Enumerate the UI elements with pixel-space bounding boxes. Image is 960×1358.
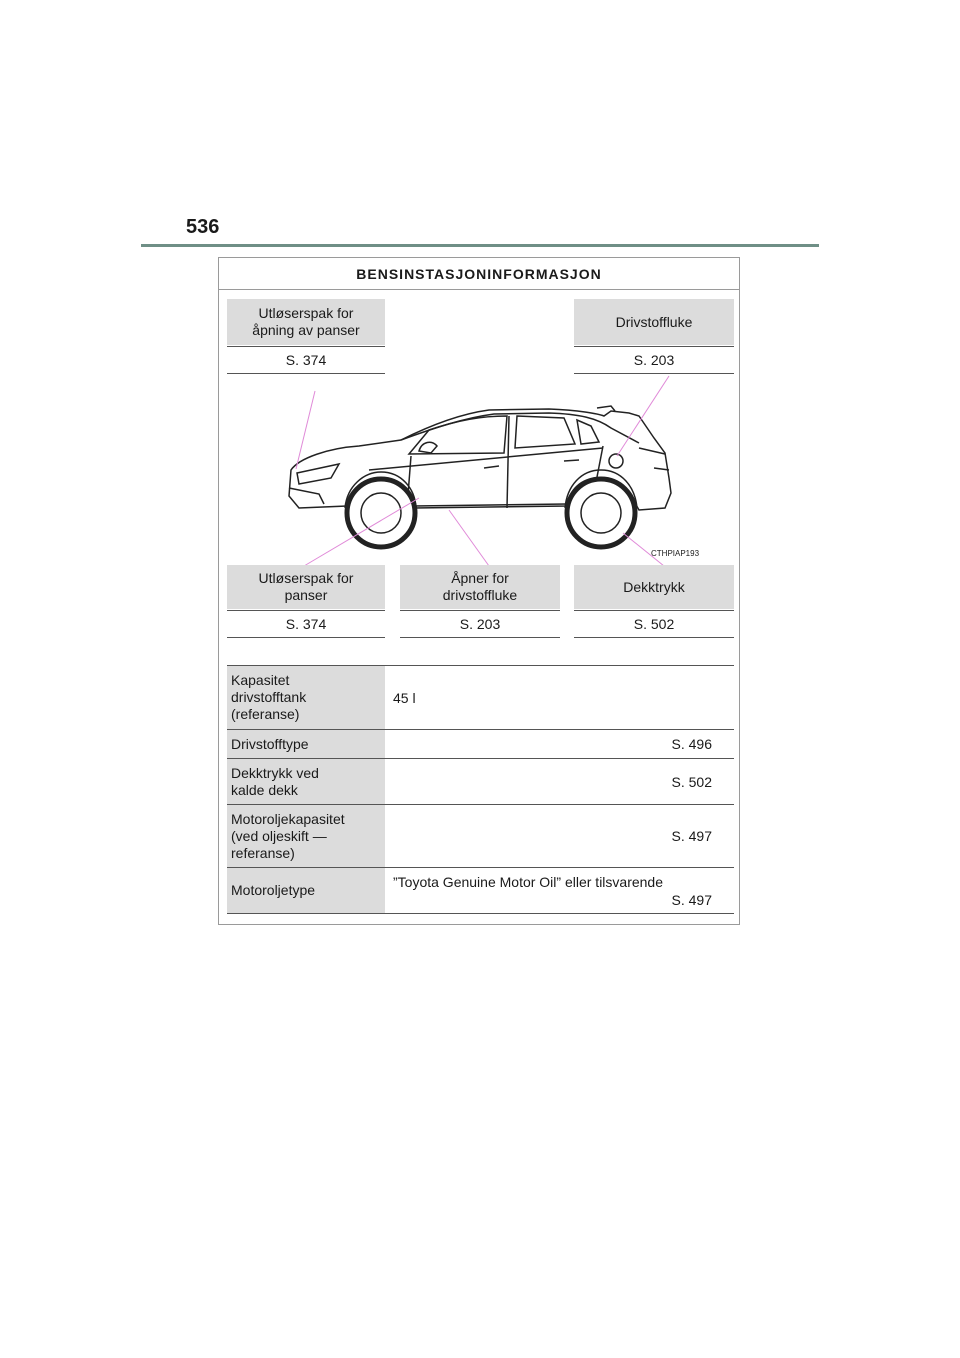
callout-fuel-door-label: Drivstoffluke — [574, 299, 734, 345]
callout-tire-pressure-ref: S. 502 — [574, 610, 734, 638]
callout-hood-release-top-label: Utløserspak for åpning av panser — [227, 299, 385, 345]
callout-fuel-door-opener-label: Åpner for drivstoffluke — [400, 565, 560, 609]
spec-value: 45 l — [393, 689, 416, 706]
spec-value: ”Toyota Genuine Motor Oil” eller tilsvarende — [393, 874, 664, 890]
spec-label: Kapasitet drivstofftank (referanse) — [227, 666, 385, 729]
callout-fuel-door-opener-ref: S. 203 — [400, 610, 560, 638]
spec-label: Drivstofftype — [227, 730, 385, 758]
page-number: 536 — [186, 216, 220, 238]
callout-hood-release-top-ref: S. 374 — [227, 346, 385, 374]
spec-page: S. 496 — [671, 736, 712, 752]
header-rule — [141, 244, 819, 247]
fuel-info-box — [218, 257, 740, 925]
callout-fuel-door-ref: S. 203 — [574, 346, 734, 374]
spec-page: S. 502 — [671, 774, 712, 790]
callout-hood-release-lever-ref: S. 374 — [227, 610, 385, 638]
spec-row — [227, 758, 734, 804]
box-title: BENSINSTASJONINFORMASJON — [356, 266, 602, 282]
spec-row — [227, 804, 734, 867]
spec-row — [227, 665, 734, 729]
spec-label: Motoroljetype — [227, 868, 385, 913]
spec-label: Dekktrykk ved kalde dekk — [227, 759, 385, 804]
spec-row — [227, 729, 734, 758]
spec-label: Motoroljekapasitet (ved oljeskift — referanse) — [227, 805, 385, 867]
spec-page: S. 497 — [671, 892, 712, 908]
spec-page: S. 497 — [671, 828, 712, 844]
spec-row — [227, 867, 734, 914]
callout-hood-release-lever-label: Utløserspak for panser — [227, 565, 385, 609]
callout-tire-pressure-label: Dekktrykk — [574, 565, 734, 609]
image-code: CTHPIAP193 — [651, 549, 700, 558]
